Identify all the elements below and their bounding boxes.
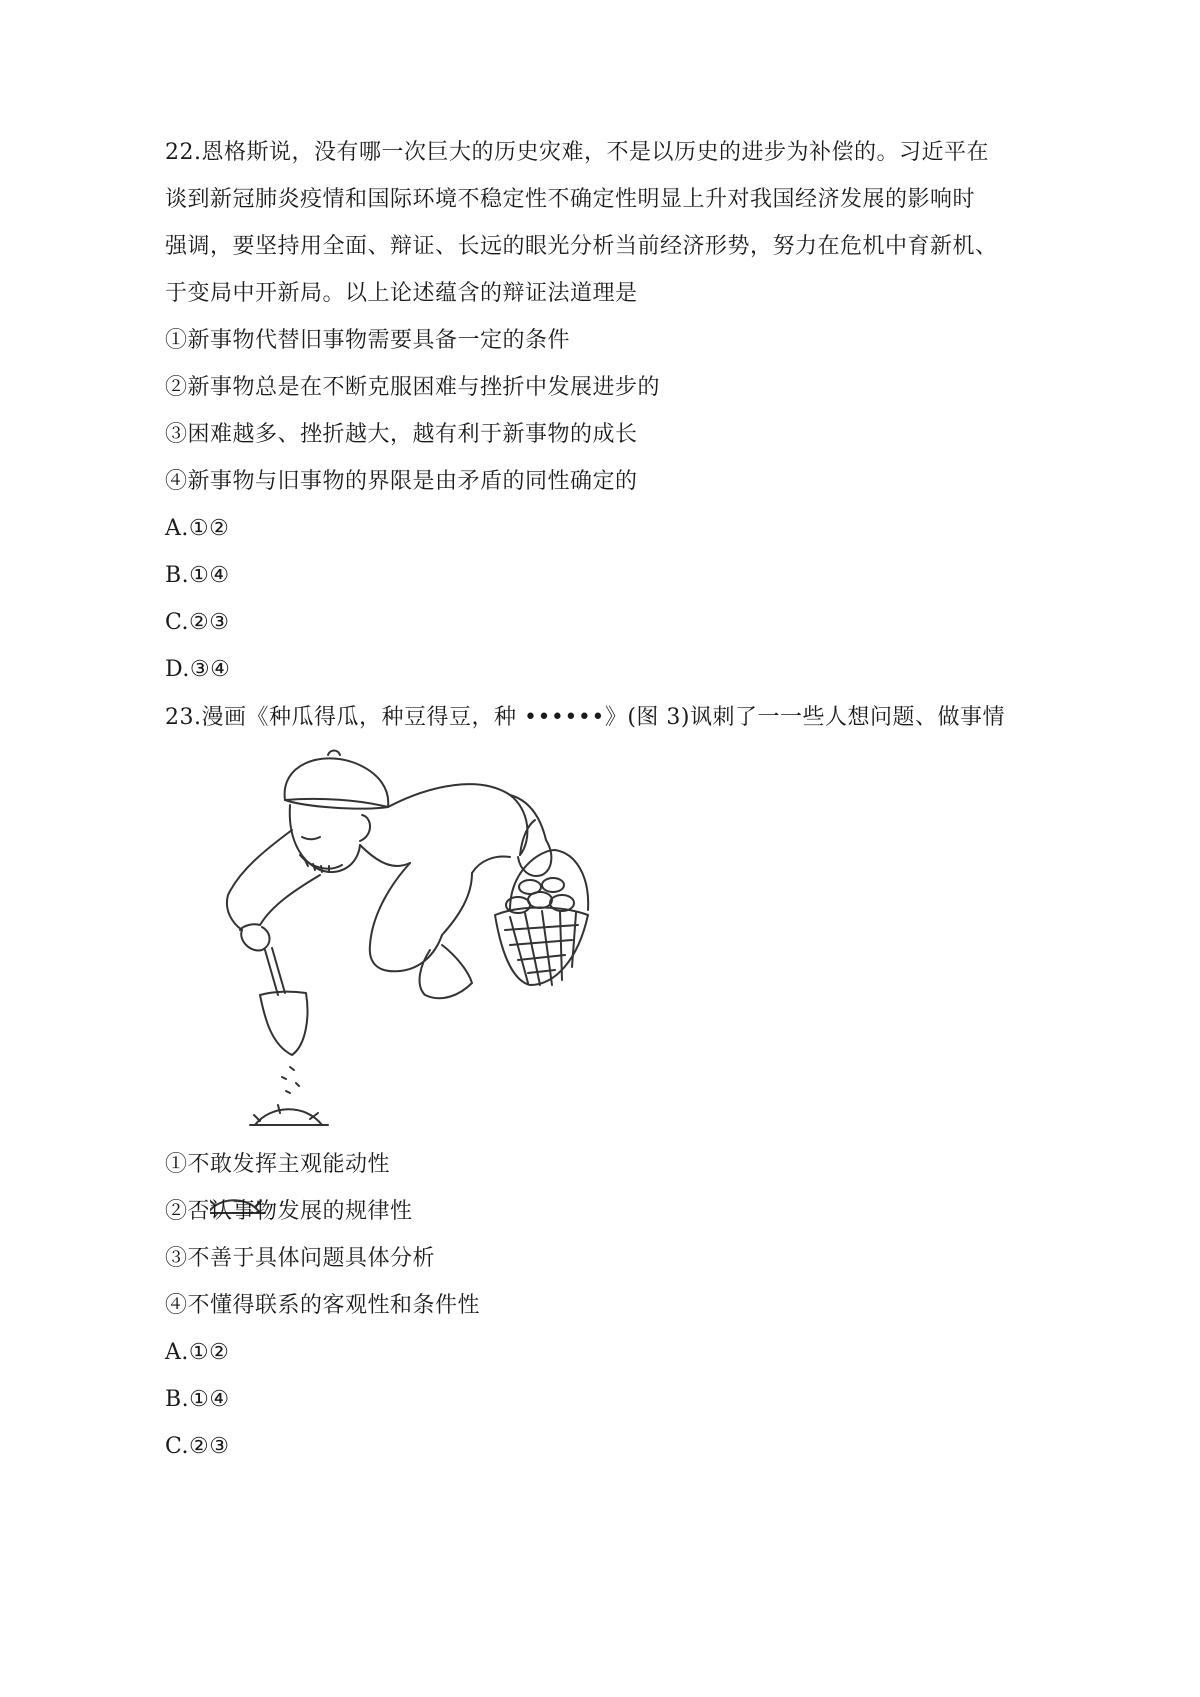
q23-statement-4: ④不懂得联系的客观性和条件性 — [165, 1293, 481, 1318]
q23-option-b[interactable]: B.①④ — [165, 1387, 230, 1412]
q22-stem-line-2: 谈到新冠肺炎疫情和国际环境不稳定性不确定性明显上升对我国经济发展的影响时 — [165, 187, 976, 212]
q23-option-c[interactable]: C.②③ — [165, 1434, 230, 1459]
q23-statement-3: ③不善于具体问题具体分析 — [165, 1246, 436, 1271]
q22-statement-3: ③困难越多、挫折越大，越有利于新事物的成长 — [165, 422, 638, 447]
q22-stem-line-1: 22.恩格斯说，没有哪一次巨大的历史灾难，不是以历史的进步为补偿的。习近平在 — [165, 140, 989, 165]
q22-statement-1: ①新事物代替旧事物需要具备一定的条件 — [165, 328, 571, 353]
q23-stem-line-1: 23.漫画《种瓜得瓜，种豆得豆，种 ••••••》(图 3)讽刺了一一些人想问题、做事情 — [165, 705, 1005, 730]
q23-statement-2: ②否认事物发展的规律性 — [165, 1199, 413, 1224]
q22-stem-line-3: 强调，要坚持用全面、辩证、长远的眼光分析当前经济形势，努力在危机中育新机、 — [165, 234, 998, 259]
q22-statement-4: ④新事物与旧事物的界限是由矛盾的同性确定的 — [165, 469, 638, 494]
q22-option-b[interactable]: B.①④ — [165, 563, 230, 588]
q22-option-c[interactable]: C.②③ — [165, 610, 230, 635]
q23-statement-1: ①不敢发挥主观能动性 — [165, 1152, 391, 1177]
q22-option-a[interactable]: A.①② — [165, 516, 230, 541]
q22-stem-line-4: 于变局中开新局。以上论述蕴含的辩证法道理是 — [165, 281, 638, 306]
q23-option-a[interactable]: A.①② — [165, 1340, 230, 1365]
q22-statement-2: ②新事物总是在不断克服困难与挫折中发展进步的 — [165, 375, 661, 400]
q22-option-d[interactable]: D.③④ — [165, 657, 231, 682]
